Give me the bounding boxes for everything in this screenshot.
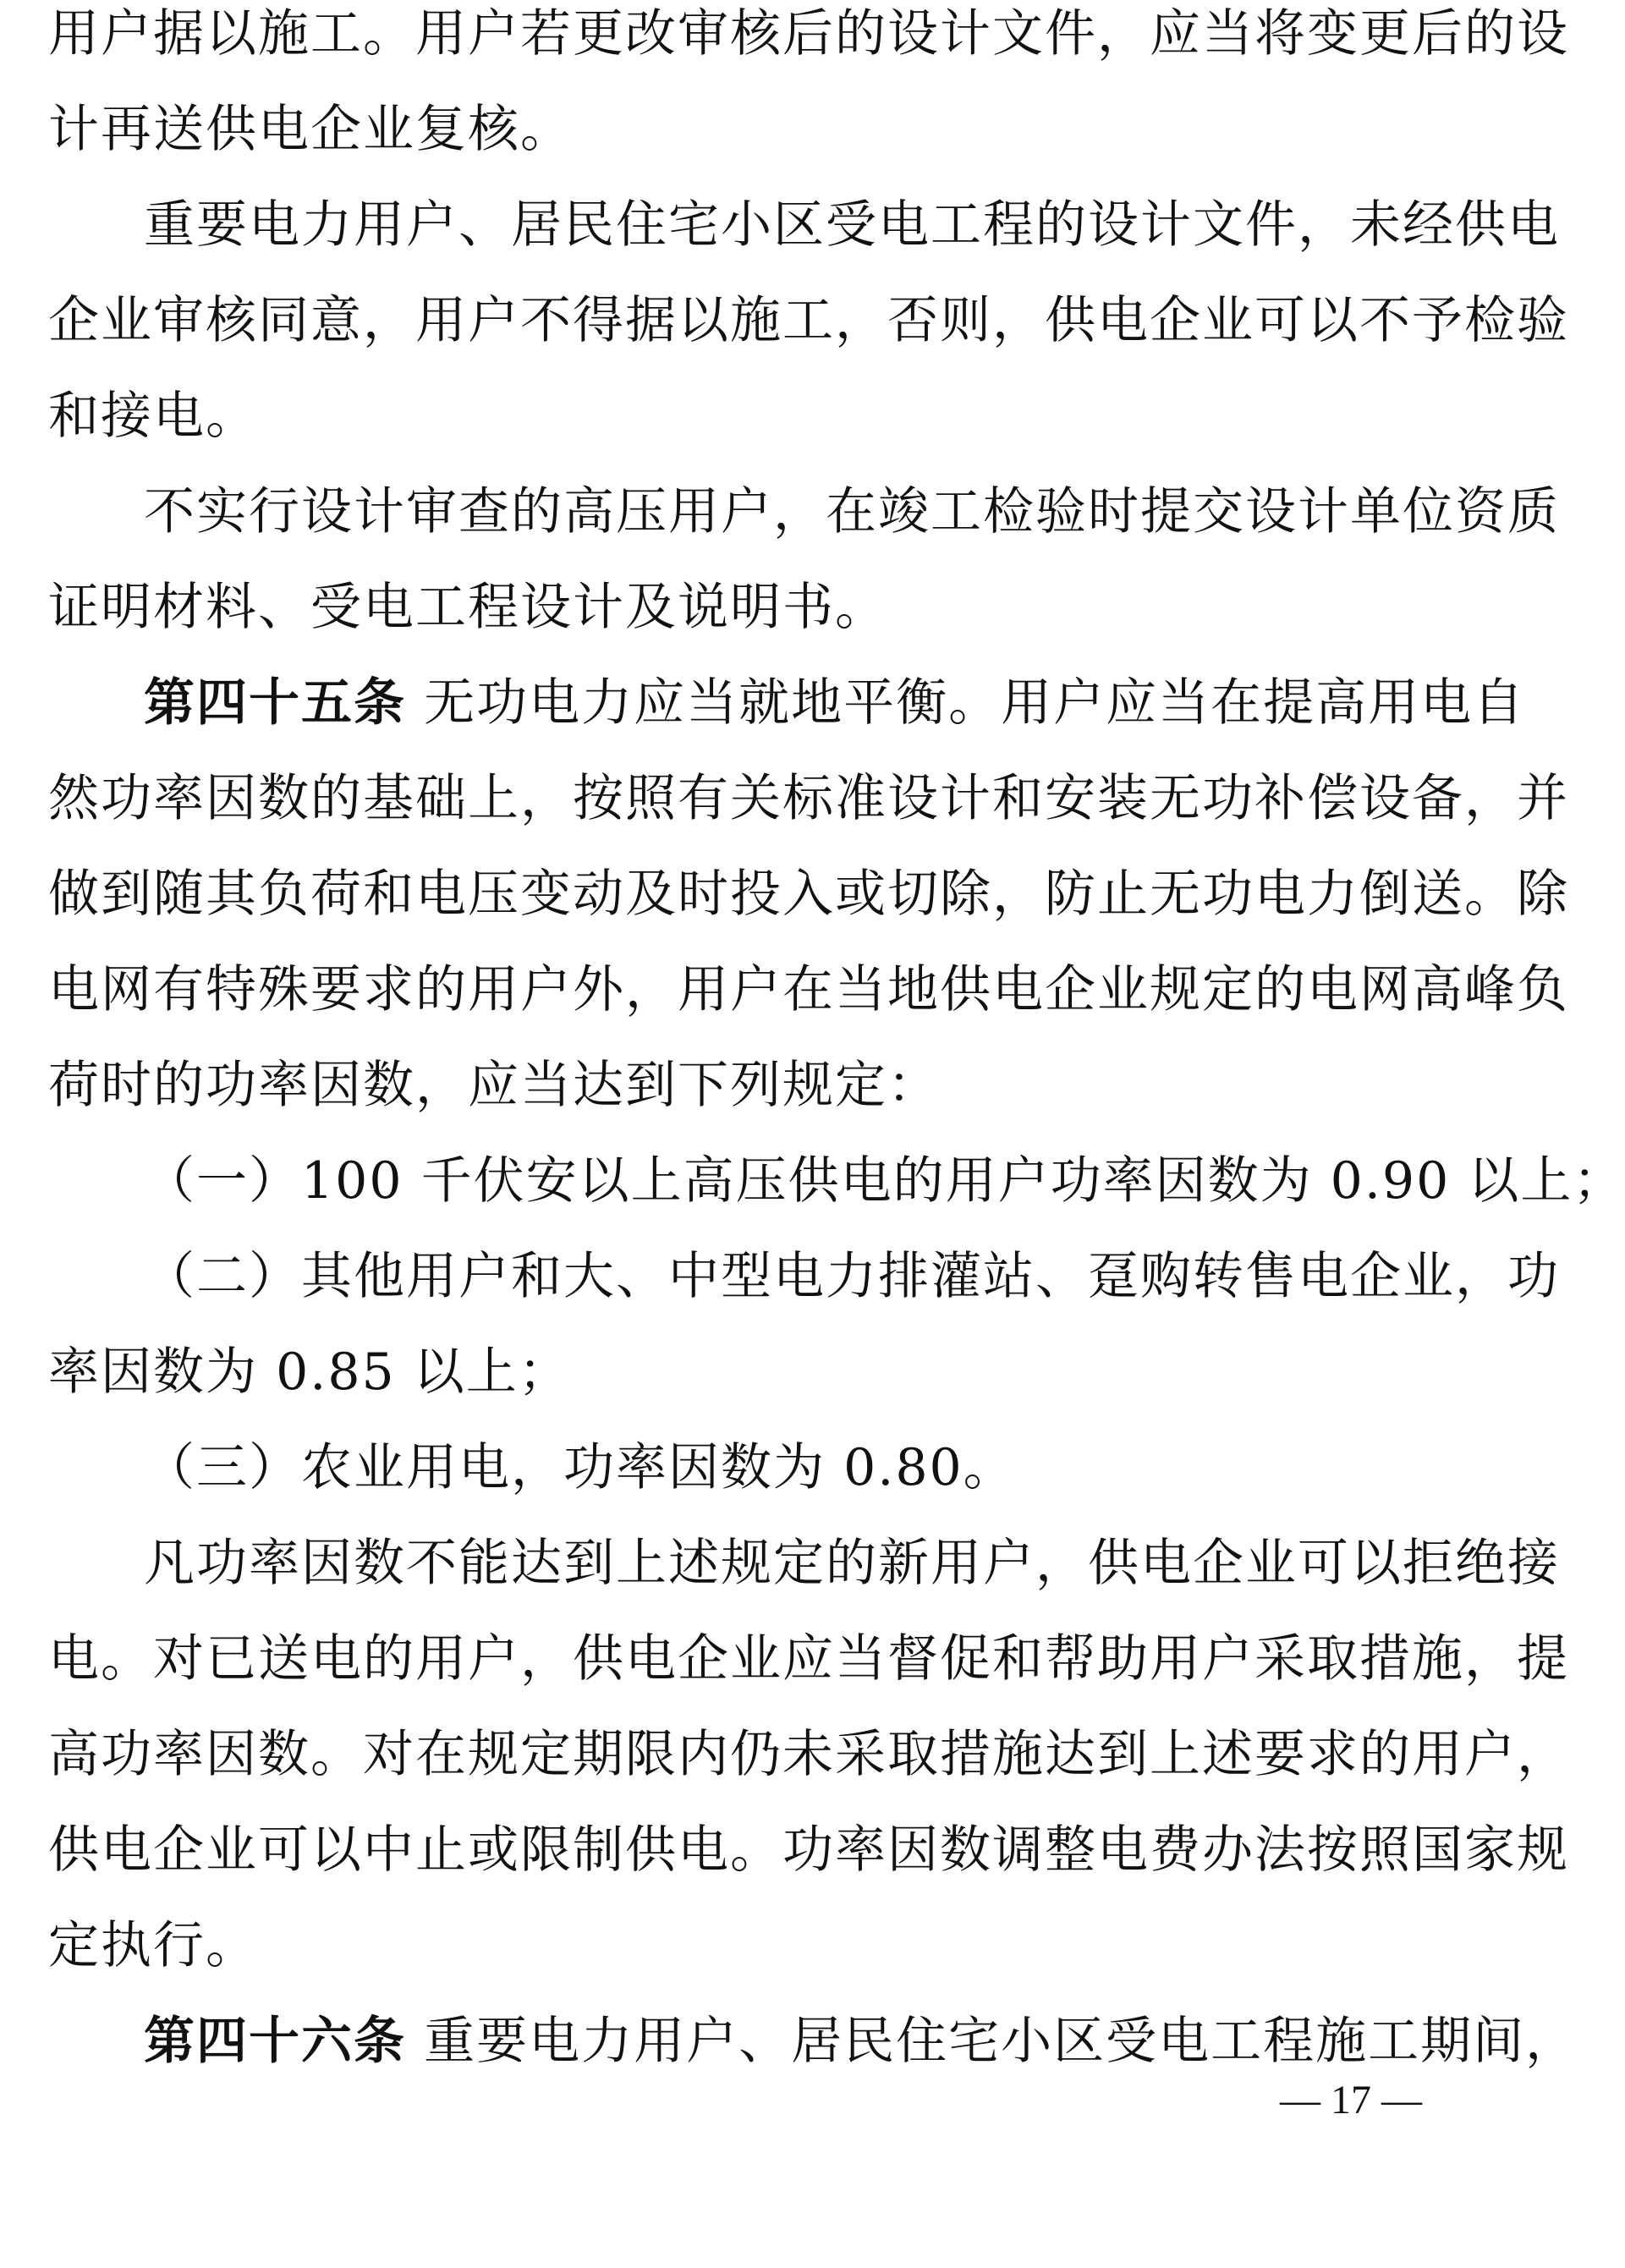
text-line: 重要电力用户、居民住宅小区受电工程的设计文件，未经供电 bbox=[144, 195, 1560, 255]
text-line: 定执行。 bbox=[48, 1916, 258, 1975]
article-46-first-line bbox=[144, 2007, 1578, 2075]
text-line: 做到随其负荷和电压变动及时投入或切除，防止无功电力倒送。除 bbox=[48, 865, 1569, 924]
article-45-heading: 第四十五条 bbox=[144, 673, 406, 733]
article-45-first-line bbox=[144, 669, 1526, 737]
text-line: 率因数为 0.85 以上； bbox=[48, 1343, 571, 1402]
text-line: 供电企业可以中止或限制供电。功率因数调整电费办法按照国家规 bbox=[48, 1820, 1569, 1880]
text-line: 荷时的功率因数，应当达到下列规定： bbox=[48, 1056, 940, 1115]
list-item-3: （三）农业用电，功率因数为 0.80。 bbox=[144, 1438, 1016, 1497]
text-line: 企业审核同意，用户不得据以施工，否则，供电企业可以不予检验 bbox=[48, 291, 1569, 350]
text-line: 计再送供电企业复核。 bbox=[48, 100, 573, 159]
list-item-1: （一）100 千伏安以上高压供电的用户功率因数为 0.90 以上； bbox=[144, 1151, 1625, 1211]
text-line: 证明材料、受电工程设计及说明书。 bbox=[48, 578, 887, 637]
text-line: 用户据以施工。用户若更改审核后的设计文件，应当将变更后的设 bbox=[48, 4, 1569, 63]
article-46-text: 重要电力用户、居民住宅小区受电工程施工期间， bbox=[424, 2012, 1578, 2071]
page-number: — 17 — bbox=[1280, 2078, 1422, 2122]
text-line: 电网有特殊要求的用户外，用户在当地供电企业规定的电网高峰负 bbox=[48, 960, 1569, 1019]
text-line: 不实行设计审查的高压用户，在竣工检验时提交设计单位资质 bbox=[144, 482, 1560, 541]
article-45-text: 无功电力应当就地平衡。用户应当在提高用电自 bbox=[424, 673, 1526, 733]
text-line: 然功率因数的基础上，按照有关标准设计和安装无功补偿设备，并 bbox=[48, 769, 1569, 828]
text-line: 电。对已送电的用户，供电企业应当督促和帮助用户采取措施，提 bbox=[48, 1629, 1569, 1689]
article-46-heading: 第四十六条 bbox=[144, 2012, 406, 2071]
list-item-2: （二）其他用户和大、中型电力排灌站、趸购转售电企业，功 bbox=[144, 1247, 1560, 1306]
text-line: 和接电。 bbox=[48, 387, 258, 446]
text-line: 凡功率因数不能达到上述规定的新用户，供电企业可以拒绝接 bbox=[144, 1534, 1560, 1593]
text-line: 高功率因数。对在规定期限内仍未采取措施达到上述要求的用户， bbox=[48, 1725, 1569, 1784]
